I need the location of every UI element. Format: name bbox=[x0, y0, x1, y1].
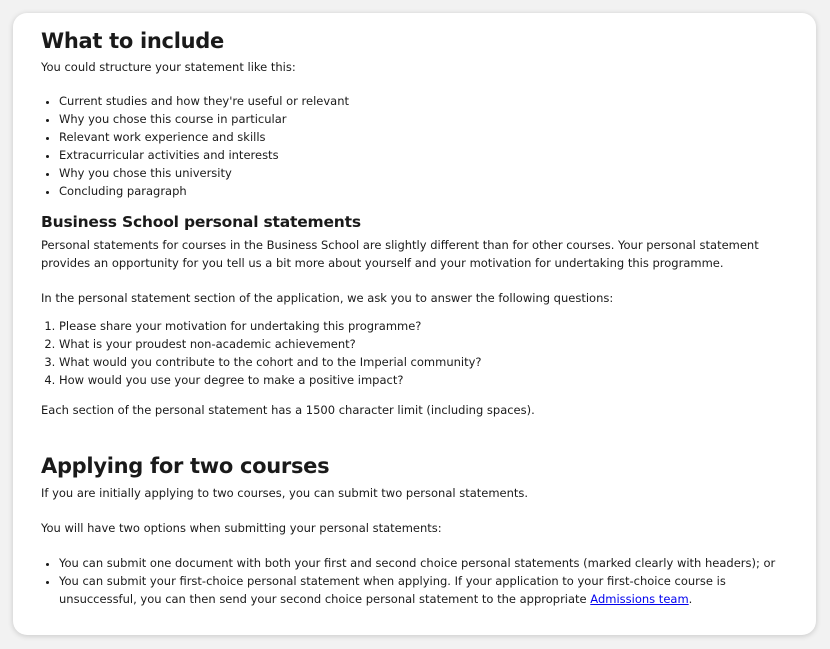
list-item: • Concluding paragraph bbox=[59, 182, 800, 200]
option-end: . bbox=[688, 592, 693, 606]
list-item: 4. How would you use your degree to make a positive impact? bbox=[59, 371, 800, 389]
list-item: • Relevant work experience and skills bbox=[59, 128, 800, 146]
structure-intro: You could structure your statement like this: bbox=[41, 60, 296, 74]
business-paragraph: Personal statements for courses in the Business School are slightly different than for other courses. Your personal statement provides an opportunity for you tell us a bit more about yourself and your motivation for undertaking this programme. bbox=[41, 238, 759, 270]
list-item: 2. What is your proudest non-academic achievement? bbox=[59, 335, 800, 353]
content-card bbox=[13, 13, 816, 635]
list-item: 1. Please share your motivation for undertaking this programme? bbox=[59, 317, 800, 335]
list-item: • Extracurricular activities and interests bbox=[59, 146, 800, 164]
heading-what-to-include: What to include bbox=[41, 29, 224, 53]
list-item: • Current studies and how they're useful or relevant bbox=[59, 92, 800, 110]
structure-list bbox=[41, 92, 800, 200]
questions-list bbox=[41, 317, 800, 389]
list-item bbox=[59, 572, 800, 608]
character-limit-note: Each section of the personal statement has a 1500 character limit (including spaces). bbox=[41, 403, 535, 417]
list-item: 3. What would you contribute to the cohort and to the Imperial community? bbox=[59, 353, 800, 371]
questions-intro: In the personal statement section of the application, we ask you to answer the following questions: bbox=[41, 291, 614, 305]
options-list bbox=[41, 554, 800, 608]
list-item: • You can submit one document with both your first and second choice personal statements (marked clearly with headers); or bbox=[59, 554, 800, 572]
two-courses-paragraph: If you are initially applying to two courses, you can submit two personal statements. bbox=[41, 486, 529, 500]
heading-applying-two-courses: Applying for two courses bbox=[41, 454, 330, 478]
admissions-team-link[interactable]: Admissions team bbox=[590, 592, 689, 606]
option-text: You can submit your first-choice personal statement when applying. If your application to your first-choice course is unsuccessful, you can then send your second choice personal statement to the appropriate bbox=[59, 574, 726, 606]
list-item: • Why you chose this university bbox=[59, 164, 800, 182]
two-options-intro: You will have two options when submitting your personal statements: bbox=[41, 521, 442, 535]
heading-business-school: Business School personal statements bbox=[41, 213, 361, 231]
list-item: • Why you chose this course in particular bbox=[59, 110, 800, 128]
